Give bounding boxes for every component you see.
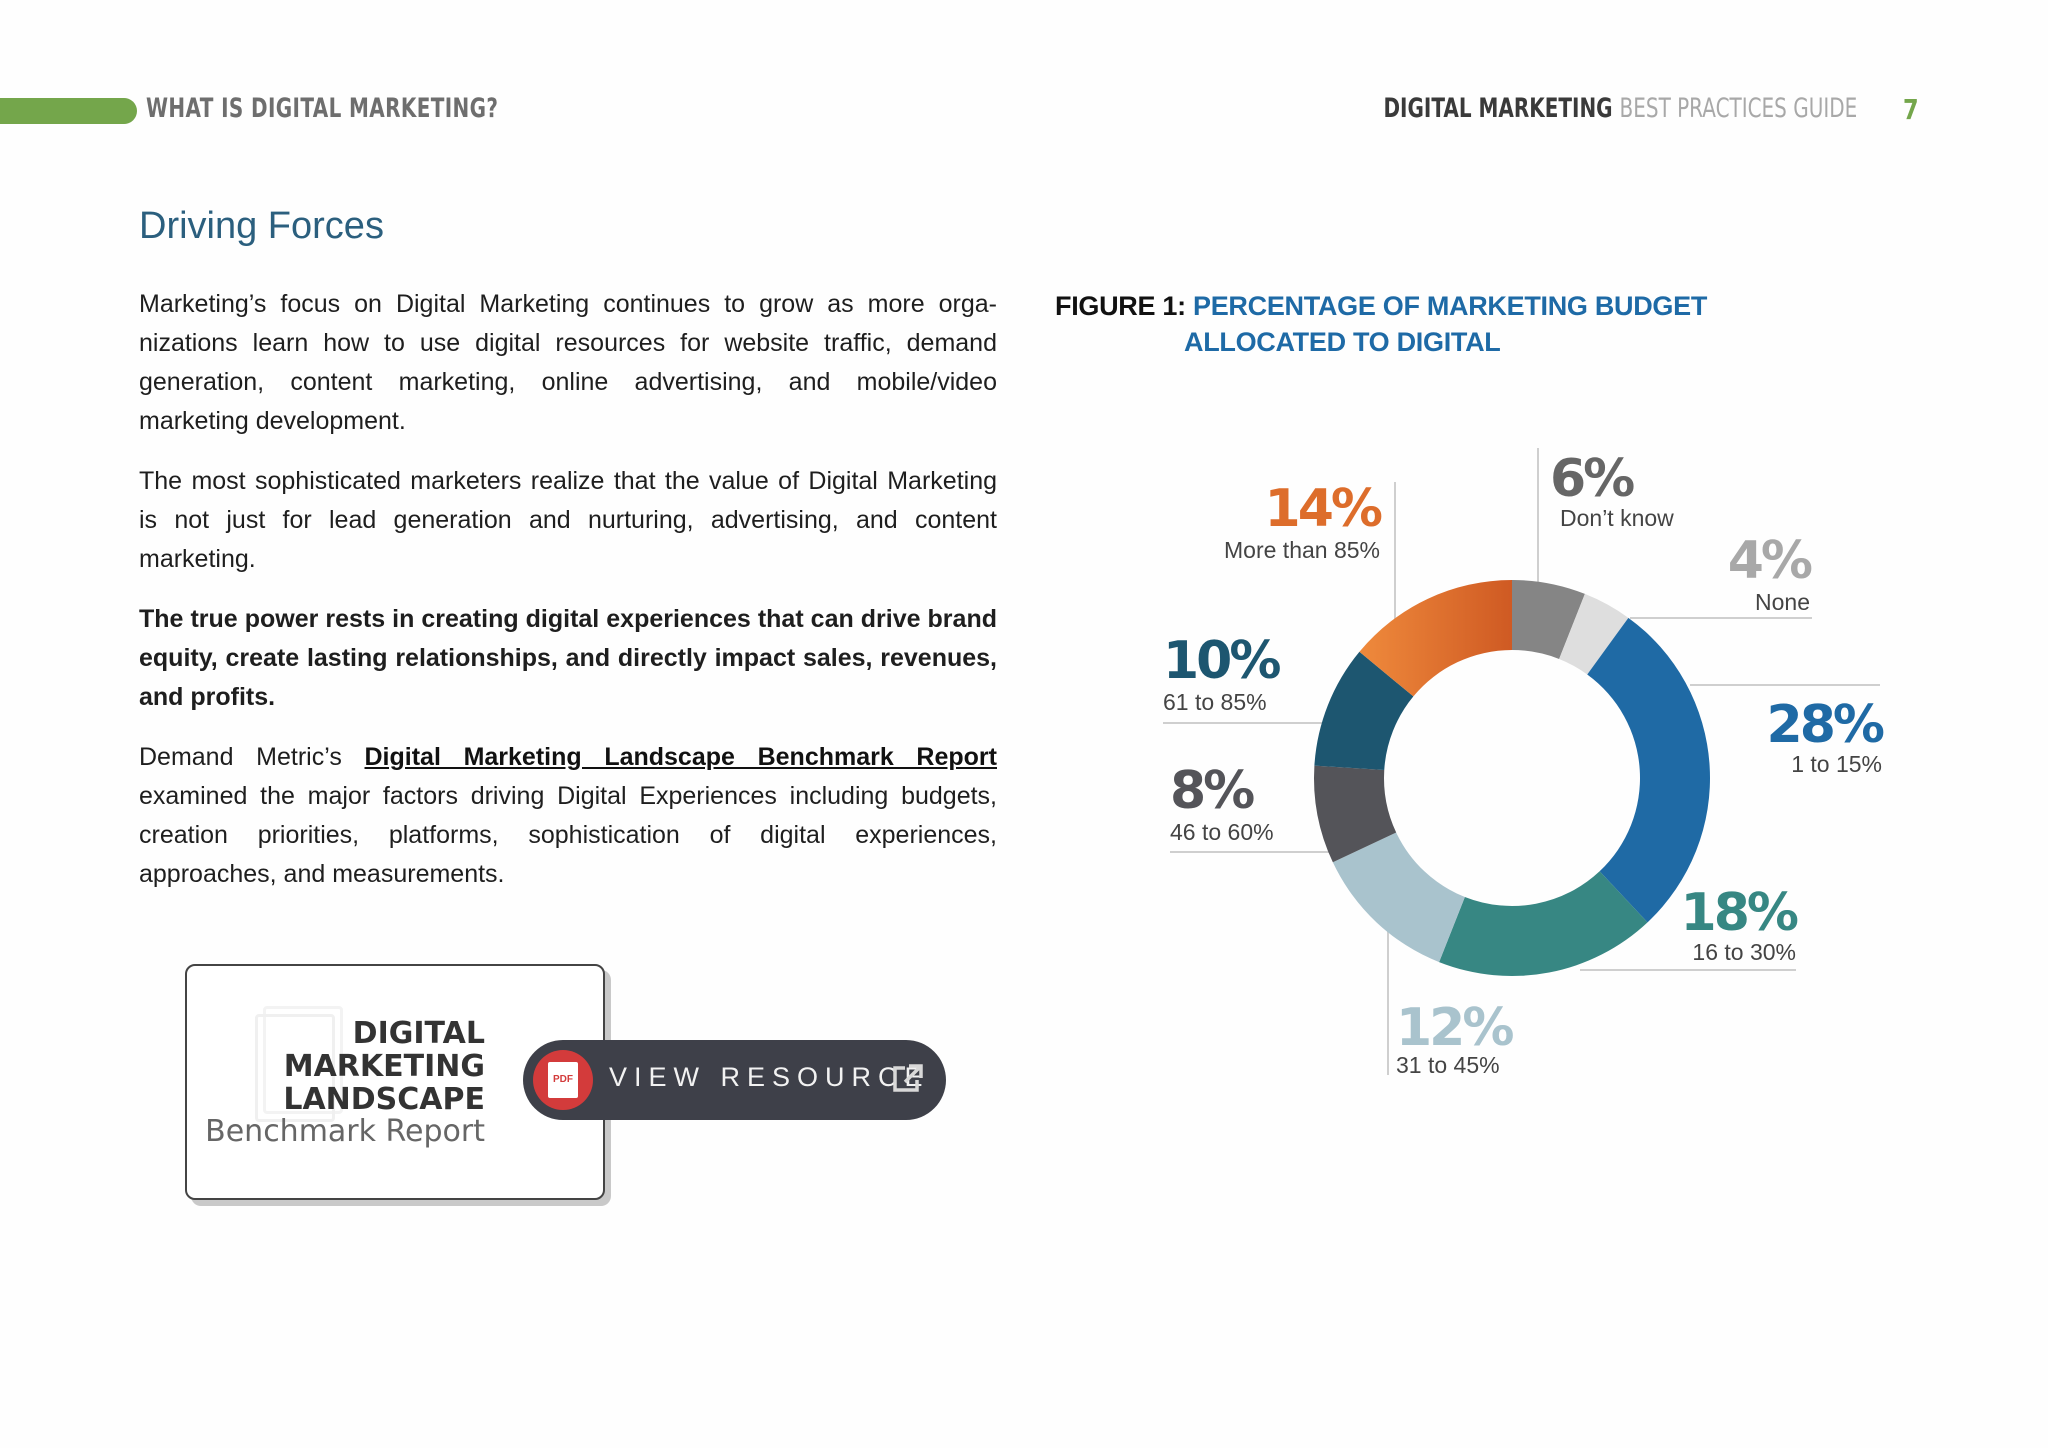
value-label-46-to-60: 8%	[1170, 761, 1253, 821]
section-heading: WHAT IS DIGITAL MARKETING?	[146, 93, 499, 124]
figure-title-line-1: PERCENTAGE OF MARKETING BUDGET	[1193, 291, 1708, 321]
category-label-don-t-know: Don’t know	[1560, 505, 1674, 531]
category-label-1-to-15: 1 to 15%	[1791, 751, 1882, 777]
card-title-line-3: LANDSCAPE	[283, 1082, 485, 1117]
category-label-46-to-60: 46 to 60%	[1170, 819, 1274, 845]
category-label-16-to-30: 16 to 30%	[1692, 939, 1796, 965]
paragraph-2: The most sophisticated marketers realize that the value of Digital Marketing is not just for lead generation and nurturing, advertising, and content marketing.	[139, 467, 997, 573]
category-label-31-to-45: 31 to 45%	[1396, 1052, 1500, 1078]
value-label-16-to-30: 18%	[1680, 883, 1796, 943]
paragraph-1: Marketing’s focus on Digital Marketing continues to grow as more organizations learn how to use digital resources for website traffic, demand generation, content marketing, online advertising, and mobile/video marketing development.	[139, 290, 997, 435]
value-label-none: 4%	[1727, 531, 1810, 591]
card-subtitle: Benchmark Report	[205, 1114, 485, 1149]
card-title-line-1: DIGITAL	[352, 1016, 485, 1051]
card-title-line-2: MARKETING	[283, 1049, 485, 1084]
category-label-61-to-85: 61 to 85%	[1163, 689, 1267, 715]
paragraph-4-suffix: examined the major factors driving Digital Experiences including budgets, creation priorities, platforms, sophistication of digital experiences, approaches, and measurements.	[139, 782, 997, 888]
category-label-more-than-85: More than 85%	[1224, 537, 1380, 563]
value-label-31-to-45: 12%	[1396, 998, 1512, 1058]
value-label-don-t-know: 6%	[1550, 449, 1633, 509]
chart-labels	[1163, 449, 1884, 1078]
pdf-icon-text: PDF	[548, 1062, 578, 1098]
chart-slices	[1314, 580, 1710, 976]
report-link[interactable]: Digital Marketing Landscape Benchmark Report	[364, 743, 997, 771]
slice-1-to-15	[1587, 618, 1710, 923]
page-number: 7	[1903, 93, 1919, 126]
view-resource-label: VIEW RESOURCE	[609, 1062, 930, 1092]
section-title: Driving Forces	[139, 205, 384, 247]
paragraph-4-prefix: Demand Metric’s	[139, 743, 365, 771]
figure-title-line-2: ALLOCATED TO DIGITAL	[1184, 327, 1501, 357]
paragraph-3: The true power rests in creating digital experiences that can drive brand equity, create lasting relationships, and directly impact sales, revenues, and profits.	[139, 605, 997, 711]
value-label-61-to-85: 10%	[1163, 631, 1279, 691]
value-label-1-to-15: 28%	[1766, 695, 1882, 755]
guide-title-bold: DIGITAL MARKETING	[1383, 93, 1613, 124]
category-label-none: None	[1755, 589, 1810, 615]
figure-number: FIGURE 1:	[1055, 291, 1186, 321]
guide-title-light: BEST PRACTICES GUIDE	[1619, 93, 1857, 124]
value-label-more-than-85: 14%	[1264, 479, 1380, 539]
